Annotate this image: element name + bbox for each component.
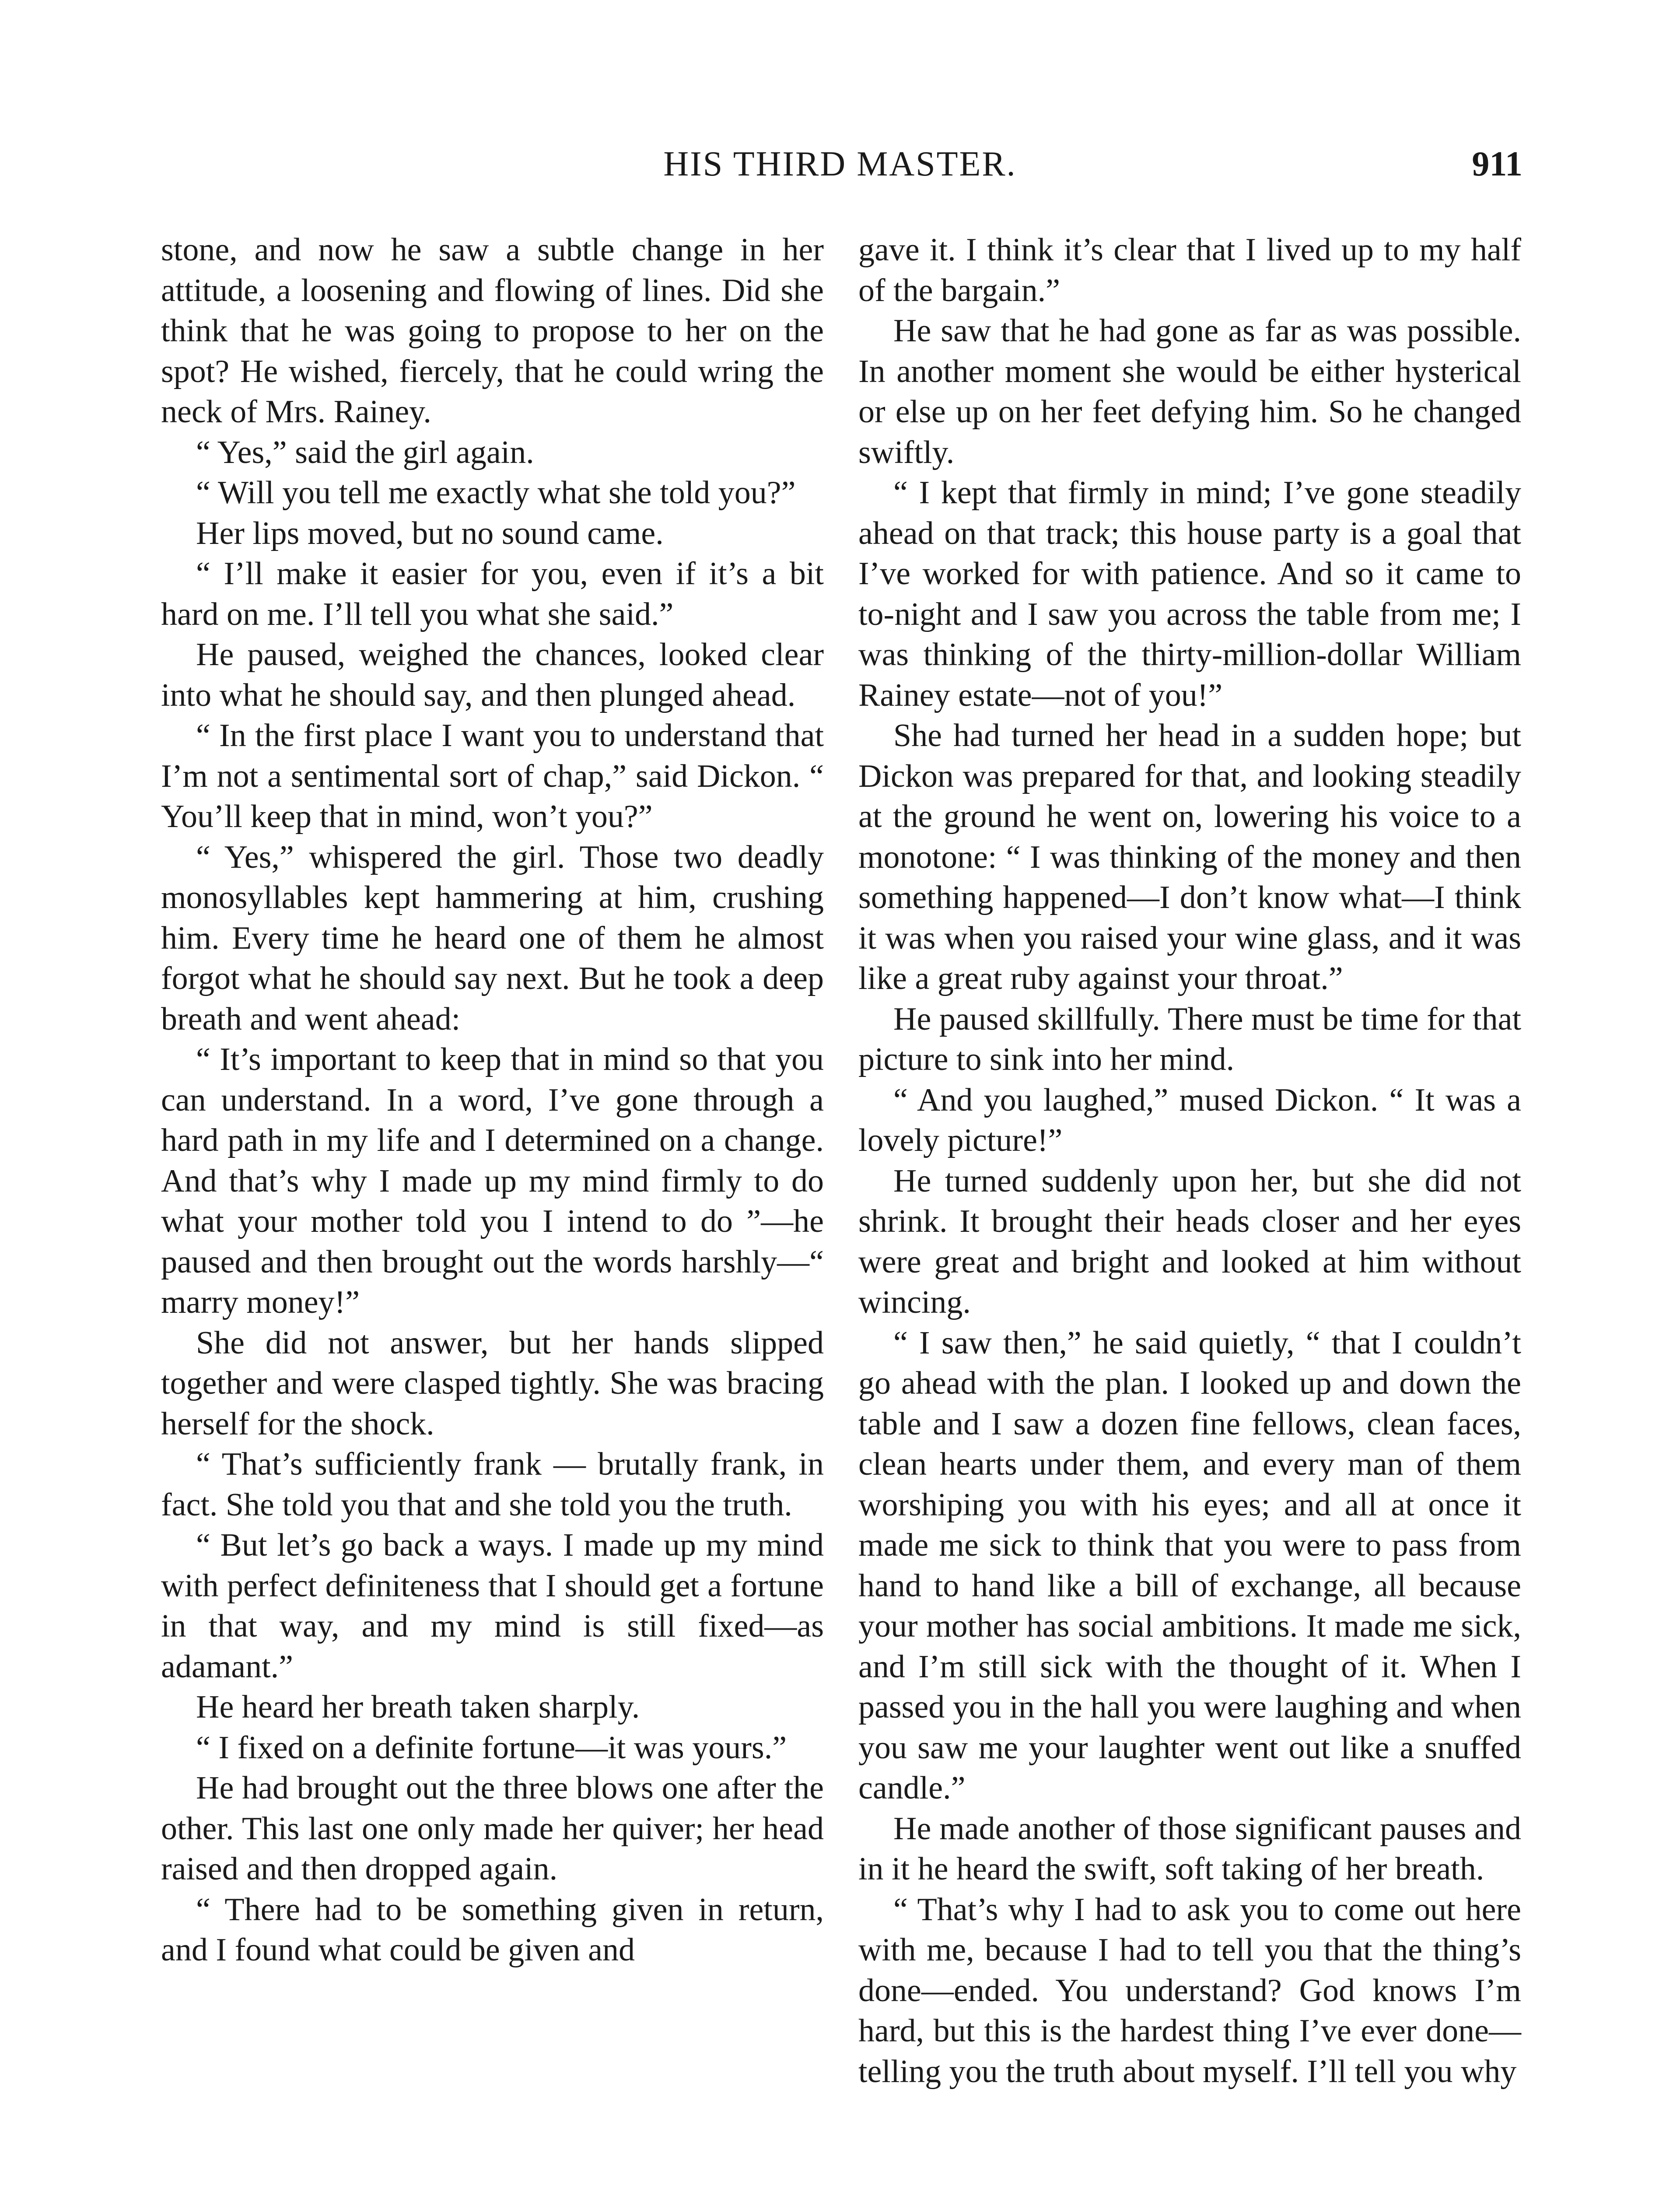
paragraph: gave it. I think it’s clear that I lived up to my half of the bargain.” xyxy=(858,232,1521,309)
paragraph: Her lips moved, but no sound came. xyxy=(196,515,664,551)
paragraph: She had turned her head in a sudden hope; but Dickon was prepared for that, and looking steadily at the ground he went on, lowering his voice to a monotone: “ I was thinking of the money and then something happened—I don’t know what—I think it was when you raised your wine glass, and it was like a great ruby against your throat.” xyxy=(858,718,1521,996)
paragraph: “ I fixed on a definite fortune—it was yours.” xyxy=(196,1729,787,1766)
paragraph: “ That’s why I had to ask you to come out here with me, because I had to tell you that the thing’s done—ended. You understand? God knows I’m hard, but this is the hardest thing I’ve ever done—telling you the truth about myself. I’ll tell you why xyxy=(858,1891,1521,2090)
paragraph: He had brought out the three blows one after the other. This last one only made her quiver; her head raised and then dropped again. xyxy=(161,1770,824,1887)
running-header xyxy=(158,144,1522,197)
paragraph: “ In the first place I want you to understand that I’m not a sentimental sort of chap,” said Dickon. “ You’ll keep that in mind, won’t you?” xyxy=(161,718,824,835)
paragraph: “ I’ll make it easier for you, even if it’s a bit hard on me. I’ll tell you what she said.” xyxy=(161,556,824,632)
paragraph: He turned suddenly upon her, but she did not shrink. It brought their heads closer and her eyes were great and bright and looked at him without wincing. xyxy=(858,1163,1521,1320)
page-number: 911 xyxy=(1472,145,1522,183)
paragraph: “ And you laughed,” mused Dickon. “ It was a lovely picture!” xyxy=(858,1082,1521,1158)
paragraph: “ Will you tell me exactly what she told you?” xyxy=(196,475,796,511)
paragraph: She did not answer, but her hands slipped together and were clasped tightly. She was bracing herself for the shock. xyxy=(161,1325,824,1442)
paragraph: “ That’s sufficiently frank — brutally frank, in fact. She told you that and she told you the truth. xyxy=(161,1446,824,1523)
paragraph: He paused skillfully. There must be time for that picture to sink into her mind. xyxy=(858,1001,1521,1077)
paragraph: He heard her breath taken sharply. xyxy=(196,1689,640,1725)
paragraph: “ I kept that firmly in mind; I’ve gone steadily ahead on that track; this house party is a goal that I’ve worked for with patience. And so it came to to-night and I saw you across the table from me; I was thinking of the thirty-million-dollar William Rainey estate—not of you!” xyxy=(858,475,1521,713)
paragraph: “ There had to be something given in return, and I found what could be given and xyxy=(161,1891,824,1968)
paragraph: stone, and now he saw a subtle change in her attitude, a loosening and flowing of lines. Did she think that he was going to propose to her on the spot? He wished, fiercely, that he could wring the neck of Mrs. Rainey. xyxy=(161,232,824,430)
paragraph: “ Yes,” said the girl again. xyxy=(196,434,534,470)
running-title: HIS THIRD MASTER. xyxy=(663,145,1017,183)
paragraph: “ It’s important to keep that in mind so that you can understand. In a word, I’ve gone through a hard path in my life and I determined on a change. And that’s why I made up my mind firmly to do what your mother told you I intend to do ”—he paused and then brought out the words harshly—“ marry money!” xyxy=(161,1041,824,1320)
paragraph: He saw that he had gone as far as was possible. In another moment she would be either hysterical or else up on her feet defying him. So he changed swiftly. xyxy=(858,313,1521,470)
paragraph: “ I saw then,” he said quietly, “ that I couldn’t go ahead with the plan. I looked up and down the table and I saw a dozen fine fellows, clean faces, clean hearts under them, and every man of them worshiping you with his eyes; and all at once it made me sick to think that you were to pass from hand to hand like a bill of exchange, all because your mother has social ambitions. It made me sick, and I’m still sick with the thought of it. When I passed you in the hall you were laughing and when you saw me your laughter went out like a snuffed candle.” xyxy=(858,1325,1521,1806)
paragraph: He made another of those significant pauses and in it he heard the swift, soft taking of her breath. xyxy=(858,1810,1521,1887)
paragraph: He paused, weighed the chances, looked clear into what he should say, and then plunged ahead. xyxy=(161,637,824,713)
left-column xyxy=(161,230,824,1971)
paragraph: “ Yes,” whispered the girl. Those two deadly monosyllables kept hammering at him, crushing him. Every time he heard one of them he almost forgot what he should say next. But he took a deep breath and went ahead: xyxy=(161,839,824,1037)
right-column xyxy=(858,230,1521,2092)
paragraph: “ But let’s go back a ways. I made up my mind with perfect definiteness that I should get a fortune in that way, and my mind is still fixed—as adamant.” xyxy=(161,1527,824,1685)
